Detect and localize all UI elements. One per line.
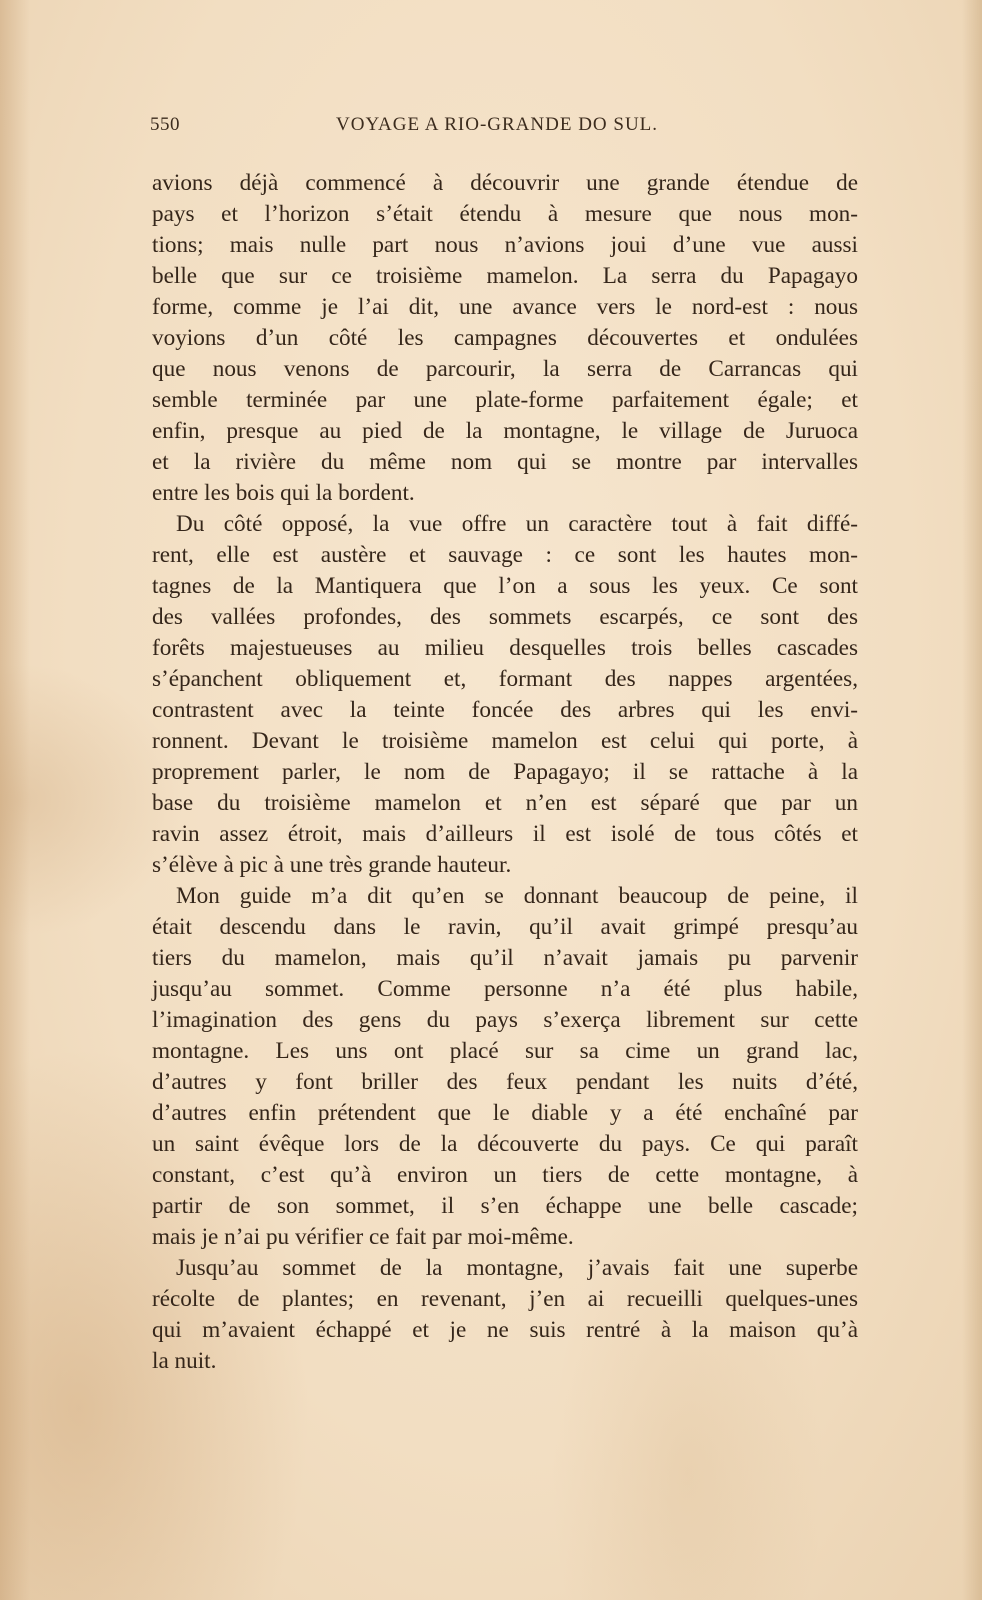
text-line: tiers du mamelon, mais qu’il n’avait jamais pu parvenir xyxy=(152,945,858,971)
running-header xyxy=(150,114,860,140)
page-number: 550 xyxy=(150,114,180,135)
text-line: proprement parler, le nom de Papagayo; il se rattache à la xyxy=(152,759,858,785)
text-line: qui m’avaient échappé et je ne suis rentré à la maison qu’à xyxy=(152,1317,858,1343)
text-line: forêts majestueuses au milieu desquelles trois belles cascades xyxy=(152,635,858,661)
text-line: d’autres y font briller des feux pendant les nuits d’été, xyxy=(152,1069,858,1095)
text-line: ravin assez étroit, mais d’ailleurs il est isolé de tous côtés et xyxy=(152,821,858,847)
body-text xyxy=(152,168,858,1377)
page-edge-shadow xyxy=(962,0,982,1600)
text-line: pays et l’horizon s’était étendu à mesure que nous mon- xyxy=(152,201,858,227)
text-line: Jusqu’au sommet de la montagne, j’avais fait une superbe xyxy=(176,1255,858,1281)
text-line: forme, comme je l’ai dit, une avance vers le nord-est : nous xyxy=(152,294,858,320)
text-line: s’élève à pic à une très grande hauteur. xyxy=(152,852,512,878)
text-line: avions déjà commencé à découvrir une grande étendue de xyxy=(152,170,858,196)
text-line: Du côté opposé, la vue offre un caractère tout à fait diffé- xyxy=(176,511,858,537)
text-line: des vallées profondes, des sommets escarpés, ce sont des xyxy=(152,604,858,630)
text-line: partir de son sommet, il s’en échappe une belle cascade; xyxy=(152,1193,858,1219)
text-line: et la rivière du même nom qui se montre par intervalles xyxy=(152,449,858,475)
text-line: un saint évêque lors de la découverte du pays. Ce qui paraît xyxy=(152,1131,858,1157)
text-line: s’épanchent obliquement et, formant des nappes argentées, xyxy=(152,666,858,692)
text-line: rent, elle est austère et sauvage : ce sont les hautes mon- xyxy=(152,542,858,568)
text-line: mais je n’ai pu vérifier ce fait par moi-même. xyxy=(152,1224,574,1250)
text-line: semble terminée par une plate-forme parfaitement égale; et xyxy=(152,387,858,413)
text-line: belle que sur ce troisième mamelon. La serra du Papagayo xyxy=(152,263,858,289)
text-line: entre les bois qui la bordent. xyxy=(152,480,415,506)
text-line: voyions d’un côté les campagnes découvertes et ondulées xyxy=(152,325,858,351)
text-line: l’imagination des gens du pays s’exerça librement sur cette xyxy=(152,1007,858,1033)
text-line: enfin, presque au pied de la montagne, le village de Juruoca xyxy=(152,418,858,444)
text-line: d’autres enfin prétendent que le diable y a été enchaîné par xyxy=(152,1100,858,1126)
text-line: jusqu’au sommet. Comme personne n’a été plus habile, xyxy=(152,976,858,1002)
text-line: tagnes de la Mantiquera que l’on a sous les yeux. Ce sont xyxy=(152,573,858,599)
text-line: ronnent. Devant le troisième mamelon est celui qui porte, à xyxy=(152,728,858,754)
running-title: VOYAGE A RIO-GRANDE DO SUL. xyxy=(336,114,659,135)
text-line: la nuit. xyxy=(152,1348,217,1374)
text-line: constant, c’est qu’à environ un tiers de cette montagne, à xyxy=(152,1162,858,1188)
text-line: récolte de plantes; en revenant, j’en ai recueilli quelques-unes xyxy=(152,1286,858,1312)
text-line: montagne. Les uns ont placé sur sa cime un grand lac, xyxy=(152,1038,858,1064)
text-line: contrastent avec la teinte foncée des arbres qui les envi- xyxy=(152,697,858,723)
page-gutter-shadow xyxy=(0,0,30,1600)
text-line: base du troisième mamelon et n’en est séparé que par un xyxy=(152,790,858,816)
text-line: que nous venons de parcourir, la serra de Carrancas qui xyxy=(152,356,858,382)
text-line: tions; mais nulle part nous n’avions joui d’une vue aussi xyxy=(152,232,858,258)
text-line: Mon guide m’a dit qu’en se donnant beaucoup de peine, il xyxy=(176,883,858,909)
text-line: était descendu dans le ravin, qu’il avait grimpé presqu’au xyxy=(152,914,858,940)
